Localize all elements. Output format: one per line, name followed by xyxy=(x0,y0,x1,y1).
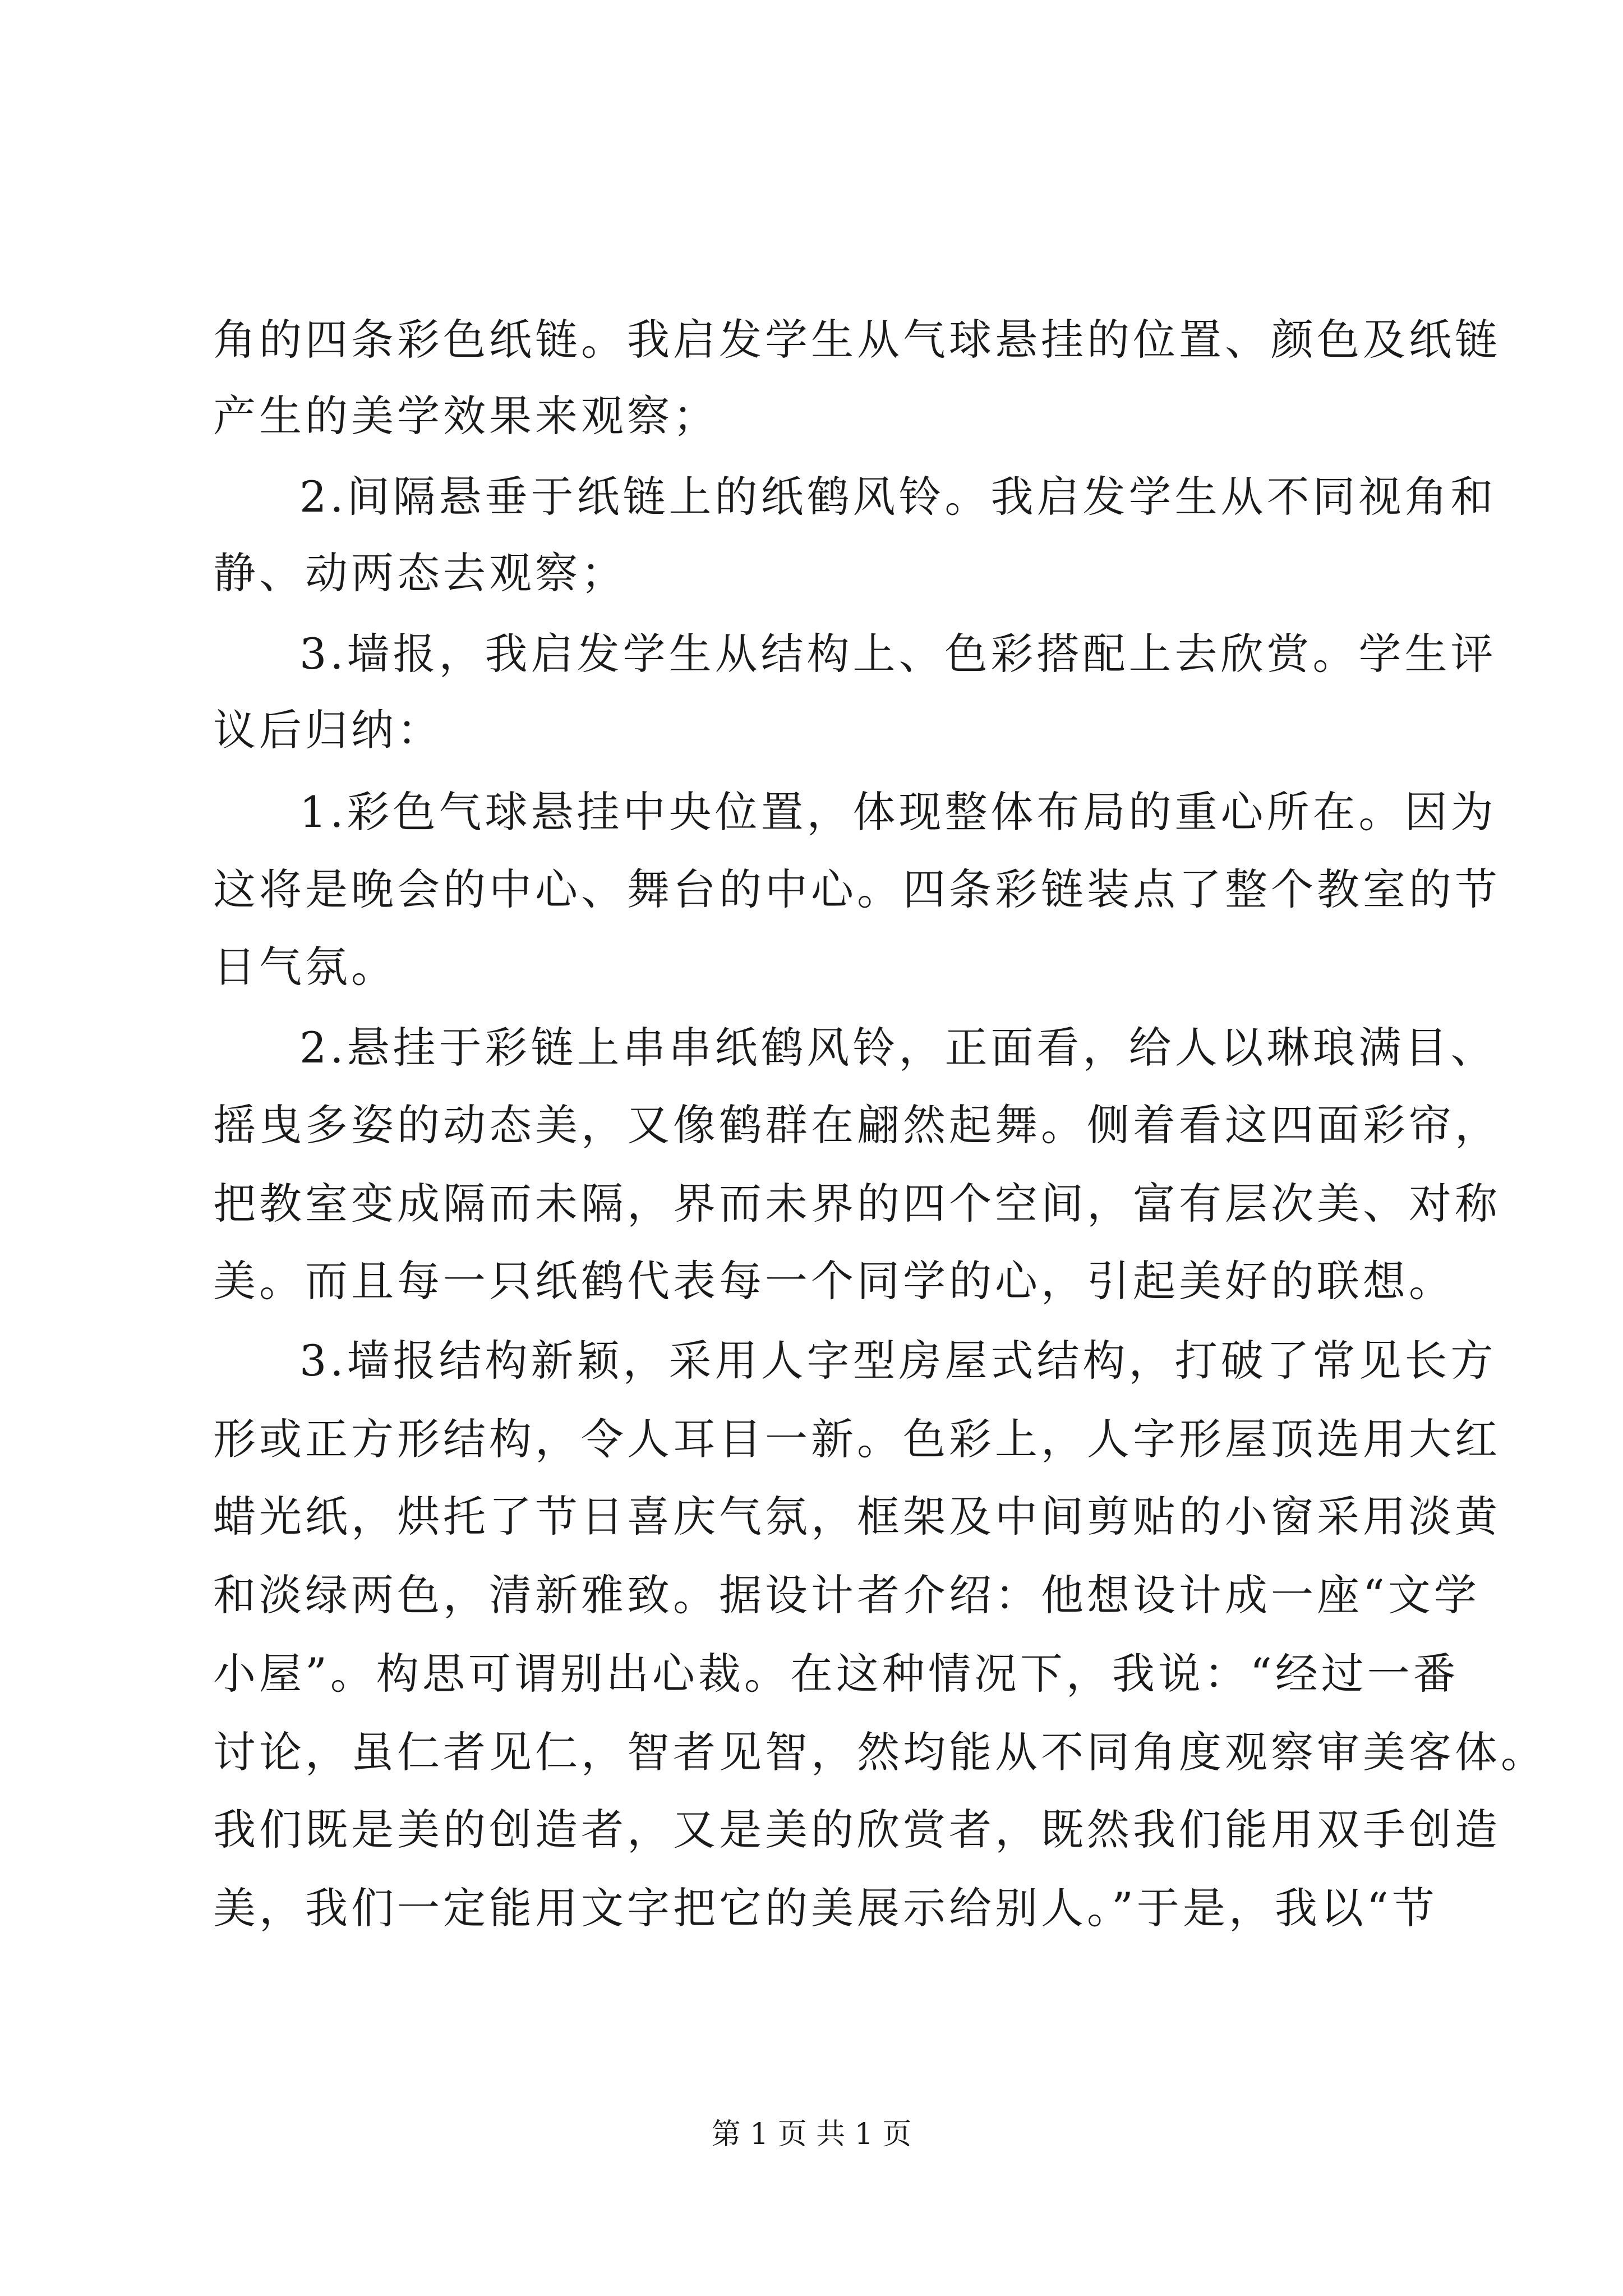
text-line: 摇曳多姿的动态美，又像鹤群在翩然起舞。侧着看这四面彩帘， xyxy=(213,1100,1501,1150)
text-line: 这将是晚会的中心、舞台的中心。四条彩链装点了整个教室的节 xyxy=(213,864,1501,914)
text-line: 把教室变成隔而未隔，界而未界的四个空间，富有层次美、对称 xyxy=(213,1179,1501,1228)
text-line: 静、动两态去观察； xyxy=(213,548,627,598)
text-line: 小屋”。构思可谓别出心裁。在这种情况下，我说：“经过一番 xyxy=(213,1649,1459,1699)
text-line: 产生的美学效果来观察； xyxy=(213,391,719,441)
text-line: 讨论，虽仁者见仁，智者见智，然均能从不同角度观察审美客体。 xyxy=(213,1727,1547,1777)
text-line: 和淡绿两色，清新雅致。据设计者介绍：他想设计成一座“文学 xyxy=(213,1570,1480,1620)
text-line: 3.墙报，我启发学生从结构上、色彩搭配上去欣赏。学生评 xyxy=(299,629,1497,679)
text-line: 2.间隔悬垂于纸链上的纸鹤风铃。我启发学生从不同视角和 xyxy=(299,472,1497,522)
text-line: 1.彩色气球悬挂中央位置，体现整体布局的重心所在。因为 xyxy=(299,787,1497,837)
text-line: 议后归纳： xyxy=(213,705,443,755)
text-line: 角的四条彩色纸链。我启发学生从气球悬挂的位置、颜色及纸链 xyxy=(213,315,1501,365)
text-line: 蜡光纸，烘托了节日喜庆气氛，框架及中间剪贴的小窗采用淡黄 xyxy=(213,1492,1501,1542)
page-footer: 第 1 页 共 1 页 xyxy=(711,2118,912,2151)
text-line: 日气氛。 xyxy=(213,942,397,992)
text-line: 美。而且每一只纸鹤代表每一个同学的心，引起美好的联想。 xyxy=(213,1256,1455,1306)
text-line: 3.墙报结构新颖，采用人字型房屋式结构，打破了常见长方 xyxy=(299,1336,1497,1386)
text-line: 2.悬挂于彩链上串串纸鹤风铃，正面看，给人以琳琅满目、 xyxy=(299,1023,1497,1073)
text-line: 我们既是美的创造者，又是美的欣赏者，既然我们能用双手创造 xyxy=(213,1805,1501,1855)
text-line: 形或正方形结构，令人耳目一新。色彩上，人字形屋顶选用大红 xyxy=(213,1414,1501,1464)
text-line: 美，我们一定能用文字把它的美展示给别人。”于是，我以“节 xyxy=(213,1883,1438,1933)
